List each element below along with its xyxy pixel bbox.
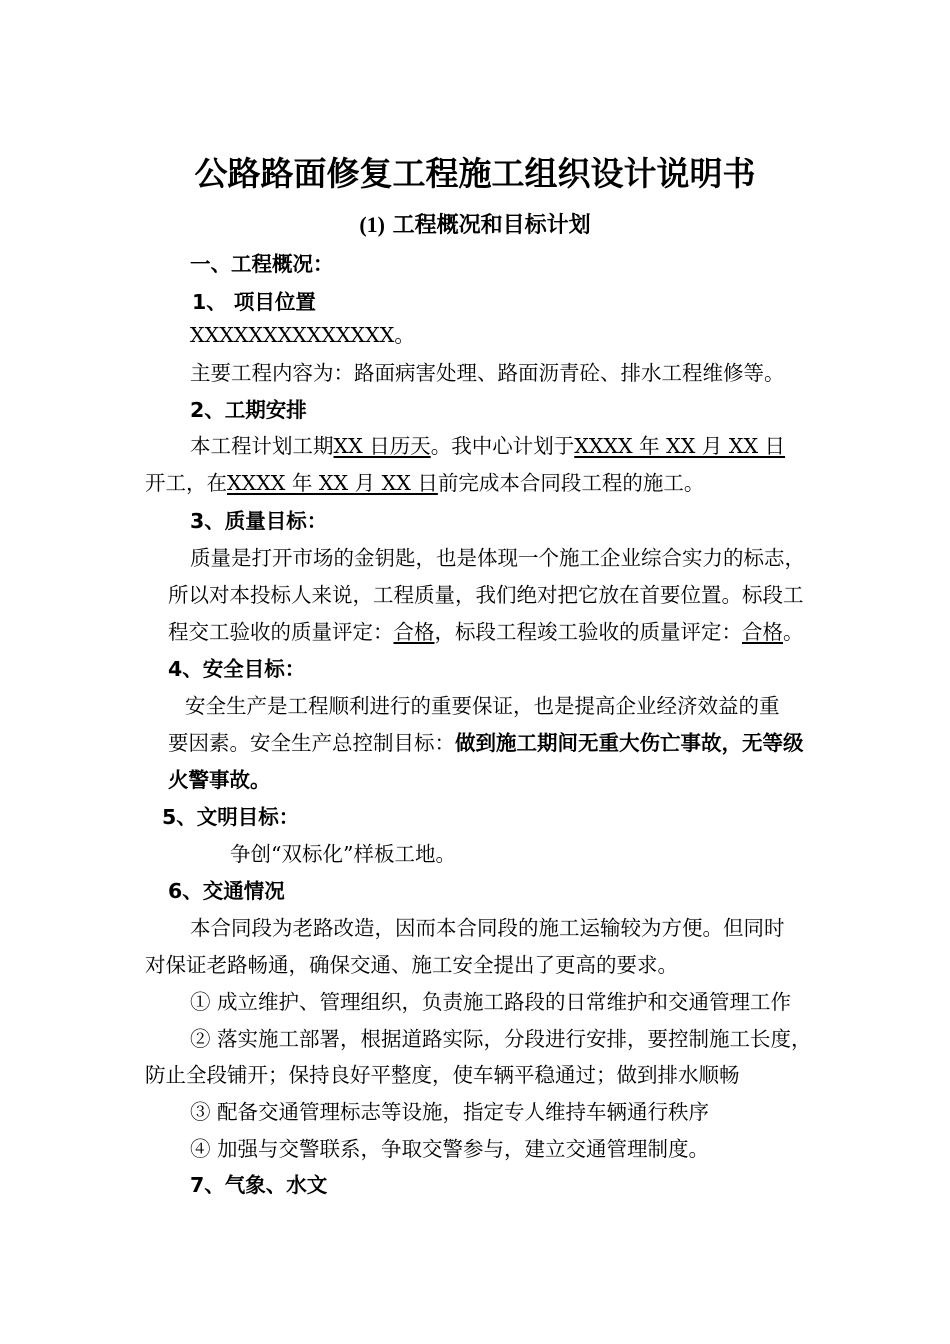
- completion-grade-value: 合格: [742, 620, 783, 644]
- safety-line-1: 安全生产是工程顺利进行的重要保证，也是提高企业经济效益的重: [185, 694, 780, 718]
- document-title: 公路路面修复工程施工组织设计说明书: [194, 154, 756, 193]
- traffic-item-4: ④ 加强与交警联系，争取交警参与，建立交通管理制度。: [190, 1137, 710, 1161]
- quality-line-1: 质量是打开市场的金钥匙，也是体现一个施工企业综合实力的标志，: [190, 546, 805, 570]
- schedule-line-1: [190, 432, 785, 460]
- quality-line-2: 所以对本投标人来说，工程质量，我们绝对把它放在首要位置。标段工: [168, 583, 804, 607]
- safety-line-2: [168, 729, 804, 757]
- quality-text-a: 程交工验收的质量评定：: [168, 620, 394, 644]
- heading-schedule: 2、工期安排: [190, 398, 307, 422]
- heading-traffic: 6、交通情况: [168, 879, 285, 903]
- traffic-line-1: 本合同段为老路改造，因而本合同段的施工运输较为方便。但同时: [190, 916, 785, 940]
- schedule-text-c: 。我中心计划于: [430, 434, 575, 458]
- subtitle-text: 工程概况和目标计划: [384, 213, 591, 238]
- safety-goal-bold: 做到施工期间无重大伤亡事故，无等级: [455, 731, 804, 755]
- traffic-item-1: ① 成立维护、管理组织，负责施工路段的日常维护和交通管理工作: [190, 990, 792, 1014]
- quality-text-e: 。: [783, 620, 804, 644]
- traffic-line-2: 对保证老路畅通，确保交通、施工安全提出了更高的要求。: [145, 953, 678, 977]
- project-location-text: XXXXXXXXXXXXXX。: [190, 323, 415, 347]
- schedule-text-e: 前完成本合同段工程的施工。: [437, 471, 705, 495]
- quality-text-c: ，标段工程竣工验收的质量评定：: [434, 620, 742, 644]
- traffic-item-3: ③ 配备交通管理标志等设施，指定专人维持车辆通行秩序: [190, 1100, 710, 1124]
- heading-quality: 3、质量目标：: [190, 509, 328, 533]
- safety-text-a: 要因素。安全生产总控制目标：: [168, 731, 455, 755]
- handover-grade-value: 合格: [393, 620, 435, 644]
- main-content-text: 主要工程内容为：路面病害处理、路面沥青砼、排水工程维修等。: [190, 361, 785, 385]
- traffic-item-2: ② 落实施工部署，根据道路实际，分段进行安排，要控制施工长度，: [190, 1027, 812, 1051]
- schedule-text-d: 开工，在: [145, 471, 227, 495]
- traffic-item-2-cont: 防止全段铺开；保持良好平整度，使车辆平稳通过；做到排水顺畅: [145, 1063, 740, 1087]
- schedule-text-a: 本工程计划工期: [190, 434, 334, 458]
- heading-safety: 4、安全目标：: [168, 657, 306, 681]
- schedule-line-2: [145, 469, 704, 497]
- subtitle-number: (1): [359, 212, 385, 237]
- safety-line-3: 火警事故。: [168, 768, 271, 792]
- heading-project-overview: 一、工程概况：: [190, 252, 334, 276]
- end-date-value: XXXX 年 XX 月 XX 日: [227, 471, 438, 495]
- heading-civilization: 5、文明目标：: [162, 805, 300, 829]
- heading-project-location: 1、 项目位置: [192, 290, 316, 314]
- section-subtitle: [0, 210, 950, 241]
- duration-value: XX 日历天: [333, 434, 431, 458]
- start-date-value: XXXX 年 XX 月 XX 日: [574, 434, 786, 458]
- quality-line-3: [168, 618, 804, 646]
- civilization-text: 争创“双标化”样板工地。: [230, 842, 456, 866]
- heading-weather-hydrology: 7、气象、水文: [190, 1173, 328, 1197]
